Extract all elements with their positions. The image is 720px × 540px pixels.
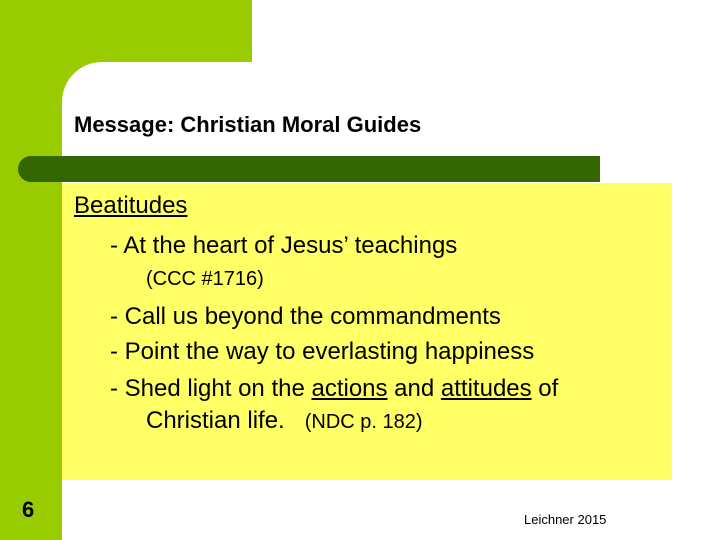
- shed-light-text-mid: and: [387, 375, 441, 402]
- ndc-reference: (NDC p. 182): [304, 411, 423, 433]
- shed-light-text-post: of: [531, 375, 559, 402]
- christian-life-line: [146, 407, 423, 435]
- footer-credit: Leichner 2015: [524, 512, 607, 527]
- title-divider: [18, 156, 600, 182]
- shed-light-text-pre: - Shed light on the: [110, 375, 312, 402]
- actions-underlined: actions: [311, 375, 388, 402]
- attitudes-underlined: attitudes: [440, 375, 532, 402]
- bullet-beyond-commandments: - Call us beyond the commandments: [110, 303, 501, 330]
- section-heading: Beatitudes: [74, 192, 188, 219]
- ccc-reference: (CCC #1716): [146, 268, 264, 290]
- page-number: 6: [22, 497, 35, 522]
- bullet-everlasting-happiness: - Point the way to everlasting happiness: [110, 338, 535, 365]
- slide-title: Message: Christian Moral Guides: [74, 112, 422, 137]
- christian-life-text: Christian life.: [146, 407, 285, 434]
- bullet-shed-light: [110, 375, 558, 403]
- content-panel: [62, 183, 672, 480]
- bullet-heart-of-teachings: - At the heart of Jesus’ teachings: [110, 232, 458, 259]
